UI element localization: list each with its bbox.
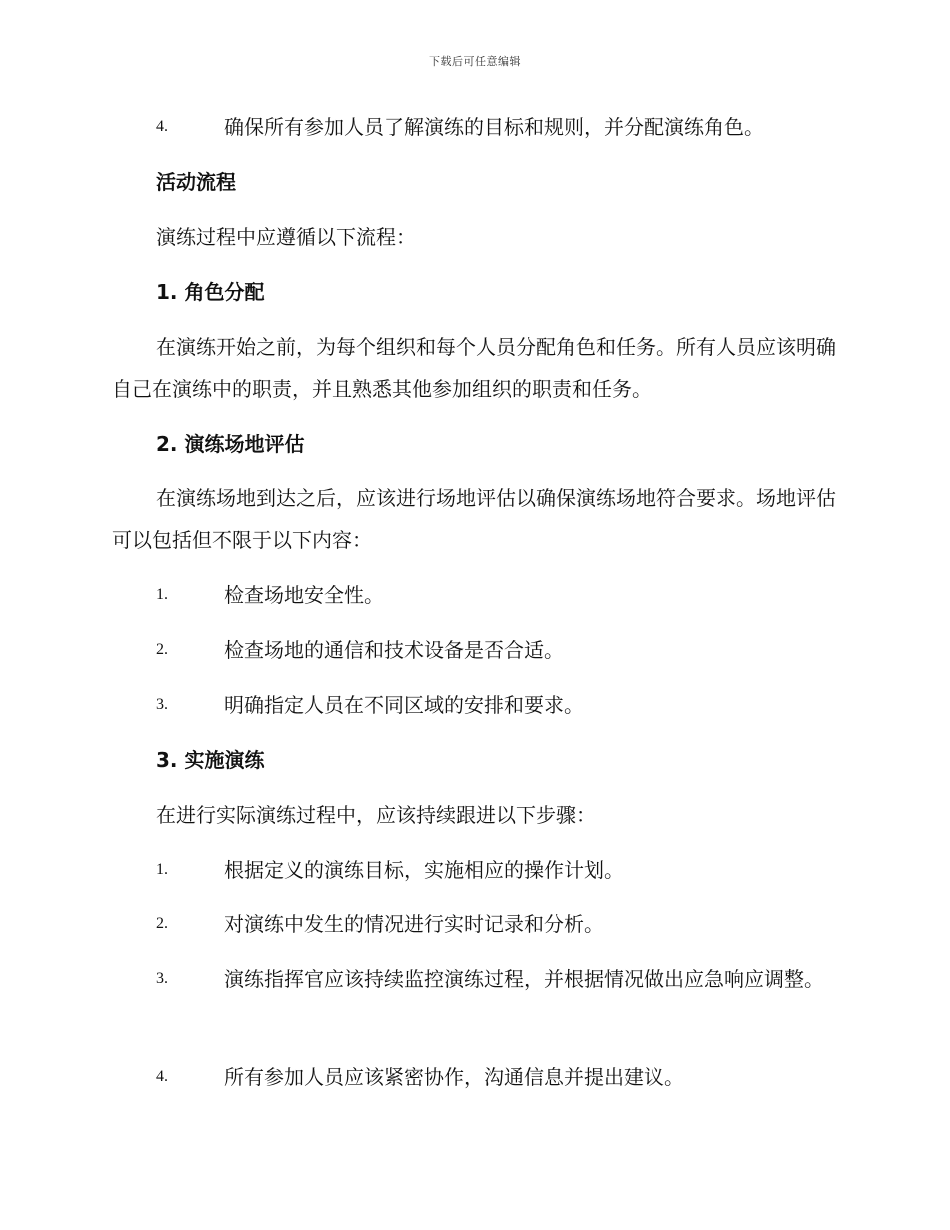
list-text: 根据定义的演练目标，实施相应的操作计划。: [224, 858, 624, 882]
paragraph-text: 在进行实际演练过程中，应该持续跟进以下步骤：: [156, 803, 596, 827]
list-item: [156, 629, 837, 671]
subsection-title: 1. 角色分配: [156, 280, 265, 304]
list-item: [156, 574, 837, 616]
subsection-title: 3. 实施演练: [156, 748, 265, 772]
list-number: 4.: [156, 118, 168, 135]
list-number: 3.: [156, 970, 168, 987]
section-title: 活动流程: [156, 170, 236, 194]
list-number: 3.: [156, 696, 168, 713]
list-item: [156, 1056, 837, 1098]
list-number: 1.: [156, 586, 168, 603]
paragraph-text: 在演练场地到达之后，应该进行场地评估以确保演练场地符合要求。场地评估可以包括但不限于以下内容：: [112, 486, 836, 552]
list-number: 4.: [156, 1068, 168, 1085]
subsection-title: 2. 演练场地评估: [156, 432, 305, 456]
list-number: 1.: [156, 861, 168, 878]
list-number: 2.: [156, 915, 168, 932]
list-text: 所有参加人员应该紧密协作，沟通信息并提出建议。: [224, 1065, 684, 1089]
paragraph: [112, 326, 837, 410]
list-text: 检查场地的通信和技术设备是否合适。: [224, 638, 564, 662]
list-text: 确保所有参加人员了解演练的目标和规则，并分配演练角色。: [224, 115, 764, 139]
list-item: [156, 106, 837, 148]
paragraph-text: 在演练开始之前，为每个组织和每个人员分配角色和任务。所有人员应该明确自己在演练中的职责，并且熟悉其他参加组织的职责和任务。: [112, 335, 836, 401]
list-number: 2.: [156, 641, 168, 658]
list-text: 演练指挥官应该持续监控演练过程，并根据情况做出应急响应调整。: [224, 967, 824, 991]
page-header: 下载后可任意编辑: [429, 55, 521, 68]
paragraph: [112, 477, 837, 561]
list-text: 明确指定人员在不同区域的安排和要求。: [224, 693, 584, 717]
list-item: [156, 849, 837, 891]
list-text: 检查场地安全性。: [224, 583, 384, 607]
paragraph: [112, 794, 837, 836]
intro-text: 演练过程中应遵循以下流程：: [156, 225, 416, 249]
list-item: [156, 684, 837, 726]
list-text: 对演练中发生的情况进行实时记录和分析。: [224, 912, 604, 936]
intro-paragraph: [112, 216, 837, 258]
list-item: [112, 958, 837, 1000]
list-item: [156, 903, 837, 945]
